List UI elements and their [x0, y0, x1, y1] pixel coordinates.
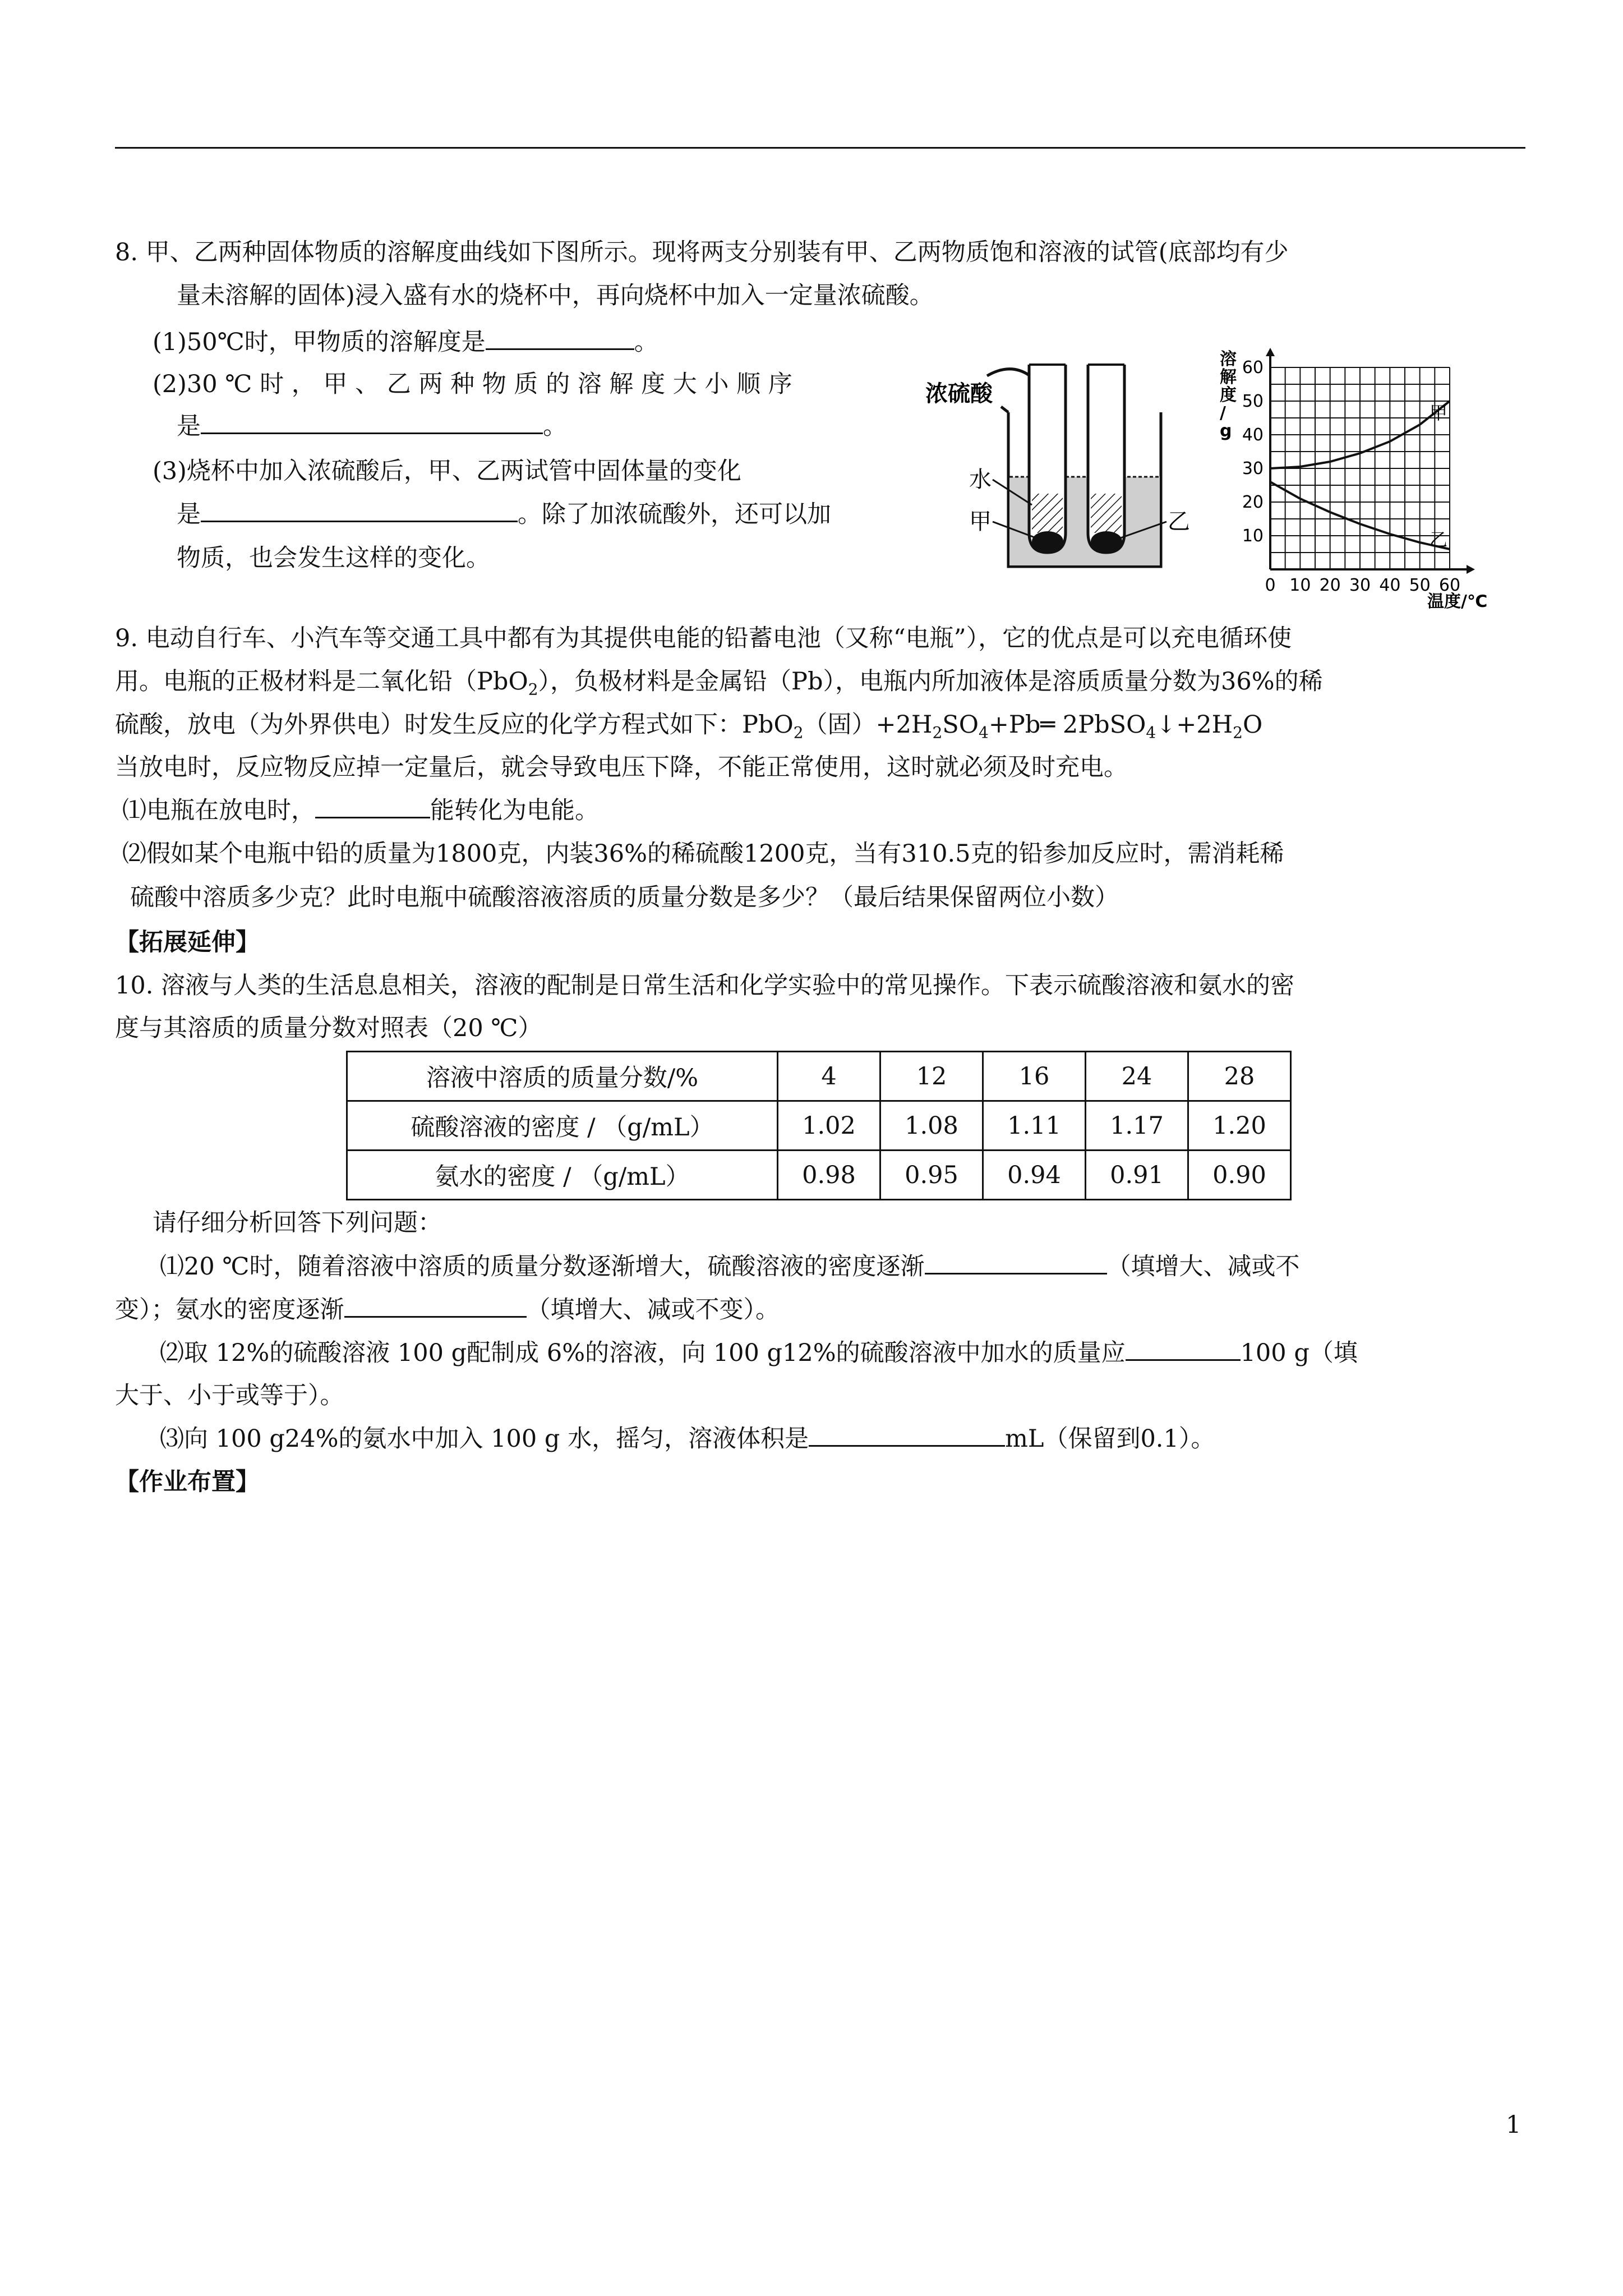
q8-part1-end: 。: [634, 328, 658, 356]
q9-line3: [115, 708, 1262, 750]
x-arrow-icon: [1467, 565, 1475, 574]
table-cell: 0.91: [1086, 1151, 1188, 1200]
table-cell: 1.08: [880, 1101, 983, 1151]
table-cell: 12: [880, 1052, 983, 1101]
q8-part2-end: 。: [543, 412, 567, 440]
x-tick-label: 0: [1265, 576, 1276, 595]
q10-part1-text: ⑴20 ℃时，随着溶液中溶质的质量分数逐渐增大，硫酸溶液的密度逐渐: [160, 1253, 925, 1281]
q8-part2-line1: (2)30 ℃ 时 ， 甲 、 乙 两 种 物 质 的 溶 解 度 大 小 顺 序: [153, 370, 792, 398]
q9-part2-line1: ⑵假如某个电瓶中铅的质量为1800克，内装36%的稀硫酸1200克，当有310.5克的铅参加反应时，需消耗稀: [122, 840, 1284, 868]
section-extend: 【拓展延伸】: [115, 928, 260, 956]
x-tick-label: 50: [1409, 576, 1431, 595]
y-axis-label: 溶解度/ g: [1220, 349, 1237, 441]
q9-line2-b: ），负极材料是金属铅（Pb），电瓶内所加液体是溶质质量分数为36%的稀: [538, 668, 1323, 696]
q10-part2-line2: 大于、小于或等于）。: [115, 1382, 344, 1410]
table-row: [347, 1101, 1291, 1151]
table-cell: 1.20: [1188, 1101, 1291, 1151]
table-cell: 4: [778, 1052, 880, 1101]
q10-part1-text2: 变）；氨水的密度逐渐: [115, 1296, 344, 1324]
table-cell: 28: [1188, 1052, 1291, 1101]
table-cell: 1.11: [983, 1101, 1086, 1151]
q10-part1-line2: [115, 1293, 780, 1327]
q8-part3-blank[interactable]: [201, 499, 518, 522]
q10-part2-end: 100 g（填: [1240, 1339, 1358, 1367]
y-tick-label: 60: [1242, 358, 1264, 378]
table-cell: 16: [983, 1052, 1086, 1101]
q10-part3: [160, 1422, 1215, 1456]
q8-part2-blank[interactable]: [201, 411, 543, 434]
q8-line2: 量未溶解的固体)浸入盛有水的烧杯中，再向烧杯中加入一定量浓硫酸。: [177, 282, 934, 310]
q10-part1-end: （填增大、减或不: [1106, 1253, 1300, 1281]
q8-part3-line1: (3)烧杯中加入浓硫酸后，甲、乙两试管中固体量的变化: [153, 457, 741, 485]
table-cell: 硫酸溶液的密度 / （g/mL）: [347, 1101, 778, 1151]
solubility-chart: [1214, 348, 1506, 611]
q9-eq-e: ↓+2H: [1156, 711, 1233, 739]
table-cell: 1.17: [1086, 1101, 1188, 1151]
page-number: 1: [1506, 2111, 1521, 2139]
q9-line4: 当放电时，反应物反应掉一定量后，就会导致电压下降，不能正常使用，这时就必须及时充电。: [115, 753, 1128, 781]
x-tick-label: 10: [1289, 576, 1311, 595]
q10-part3-end: mL（保留到0.1）。: [1005, 1425, 1215, 1453]
y-tick-label: 10: [1242, 526, 1264, 546]
q9-eq-sub5: 2: [1233, 723, 1243, 742]
q8-part1-text: (1)50℃时，甲物质的溶解度是: [153, 328, 486, 356]
q9-part1-end: 能转化为电能。: [430, 797, 599, 825]
table-cell: 24: [1086, 1052, 1188, 1101]
q10-part2-text: ⑵取 12%的硫酸溶液 100 g配制成 6%的溶液，向 100 g12%的硫酸溶液中加水的质量应: [160, 1339, 1126, 1367]
y-tick-label: 40: [1242, 425, 1264, 445]
q9-part1-blank[interactable]: [315, 795, 430, 818]
y-tick-label: 30: [1242, 459, 1264, 478]
q10-part1-blank2[interactable]: [344, 1295, 527, 1318]
q9-line2-sub: 2: [528, 680, 538, 699]
q10-part3-text: ⑶向 100 g24%的氨水中加入 100 g 水，摇匀，溶液体积是: [160, 1425, 809, 1453]
q9-line1: 9. 电动自行车、小汽车等交通工具中都有为其提供电能的铅蓄电池（又称“电瓶”），它的优点是可以充电循环使: [115, 624, 1292, 652]
x-axis-label: 温度/℃: [1427, 592, 1488, 611]
table-cell: 溶液中溶质的质量分数/%: [347, 1052, 778, 1101]
q8-part2-text: 是: [177, 412, 201, 440]
q9-line2-a: 用。电瓶的正极材料是二氧化铅（PbO: [115, 668, 528, 696]
q9-eq-sub3: 4: [978, 723, 989, 742]
q9-eq-sub1: 2: [793, 723, 804, 742]
table-cell: 0.98: [778, 1151, 880, 1200]
q10-part1-line1: [160, 1250, 1300, 1283]
series-label: 甲: [1430, 402, 1448, 424]
q8-part3-text: 是: [177, 500, 201, 528]
x-tick-label: 30: [1349, 576, 1371, 595]
table-row: [347, 1052, 1291, 1101]
q8-part3-line2: [177, 498, 831, 531]
beaker-diagram: [925, 359, 1195, 583]
q8-part3-line3: 物质，也会发生这样的变化。: [177, 544, 490, 572]
q10-part3-blank[interactable]: [809, 1424, 1005, 1447]
q10-part1-end2: （填增大、减或不变）。: [526, 1296, 780, 1324]
y-arrow-icon: [1266, 348, 1275, 356]
table-cell: 0.90: [1188, 1151, 1291, 1200]
q9-eq-f: O: [1242, 711, 1263, 739]
chart-ticks: [1242, 358, 1460, 595]
table-row: [347, 1151, 1291, 1200]
q9-part1: [122, 794, 599, 827]
q9-eq-sub4: 4: [1146, 723, 1156, 742]
q9-part2-line2: 硫酸中溶质多少克？此时电瓶中硫酸溶液溶质的质量分数是多少？（最后结果保留两位小数）: [130, 884, 1119, 912]
water-label: 水: [969, 467, 992, 493]
x-tick-label: 20: [1319, 576, 1341, 595]
jia-label: 甲: [969, 509, 992, 535]
acid-label: 浓硫酸: [925, 381, 993, 407]
yi-label: 乙: [1168, 509, 1190, 535]
q9-eq-d: +Pb═ 2PbSO: [988, 711, 1146, 739]
q10-intro: 请仔细分析回答下列问题：: [153, 1209, 442, 1237]
q8-part1-blank[interactable]: [486, 327, 634, 350]
q8-part1: [153, 325, 658, 359]
section-homework: 【作业布置】: [115, 1468, 260, 1496]
header-rule: [115, 147, 1525, 149]
q9-eq-a: 硫酸，放电（为外界供电）时发生反应的化学方程式如下：PbO: [115, 711, 794, 739]
q10-line1: 10. 溶液与人类的生活息息相关，溶液的配制是日常生活和化学实验中的常见操作。下表示硫酸溶液和氨水的密: [115, 972, 1295, 1000]
q9-eq-c: SO: [942, 711, 979, 739]
x-tick-label: 60: [1438, 576, 1461, 595]
q10-line2: 度与其溶质的质量分数对照表（20 ℃）: [115, 1014, 542, 1042]
q10-part1-blank1[interactable]: [925, 1251, 1107, 1274]
table-cell: 1.02: [778, 1101, 880, 1151]
series-label: 乙: [1430, 529, 1448, 550]
density-table: [346, 1051, 1292, 1200]
q10-part2-blank[interactable]: [1126, 1338, 1241, 1361]
chart-grid: [1270, 367, 1450, 569]
q8-line1: 8. 甲、乙两种固体物质的溶解度曲线如下图所示。现将两支分别装有甲、乙两物质饱和溶液的试管(底部均有少: [115, 238, 1289, 266]
x-tick-label: 40: [1379, 576, 1401, 595]
table-cell: 氨水的密度 / （g/mL）: [347, 1151, 778, 1200]
y-tick-label: 20: [1242, 493, 1264, 512]
q9-eq-sub2: 2: [932, 723, 943, 742]
table-cell: 0.94: [983, 1151, 1086, 1200]
q9-eq-b: （固）+2H: [803, 711, 933, 739]
q10-part2-line1: [160, 1336, 1358, 1370]
q8-part3-mid: 。除了加浓硫酸外，还可以加: [518, 500, 831, 528]
q9-line2: [115, 665, 1323, 707]
y-tick-label: 50: [1242, 392, 1264, 411]
table-cell: 0.95: [880, 1151, 983, 1200]
q8-part2-line2: [177, 409, 567, 443]
q9-part1-text: ⑴电瓶在放电时，: [122, 797, 315, 825]
